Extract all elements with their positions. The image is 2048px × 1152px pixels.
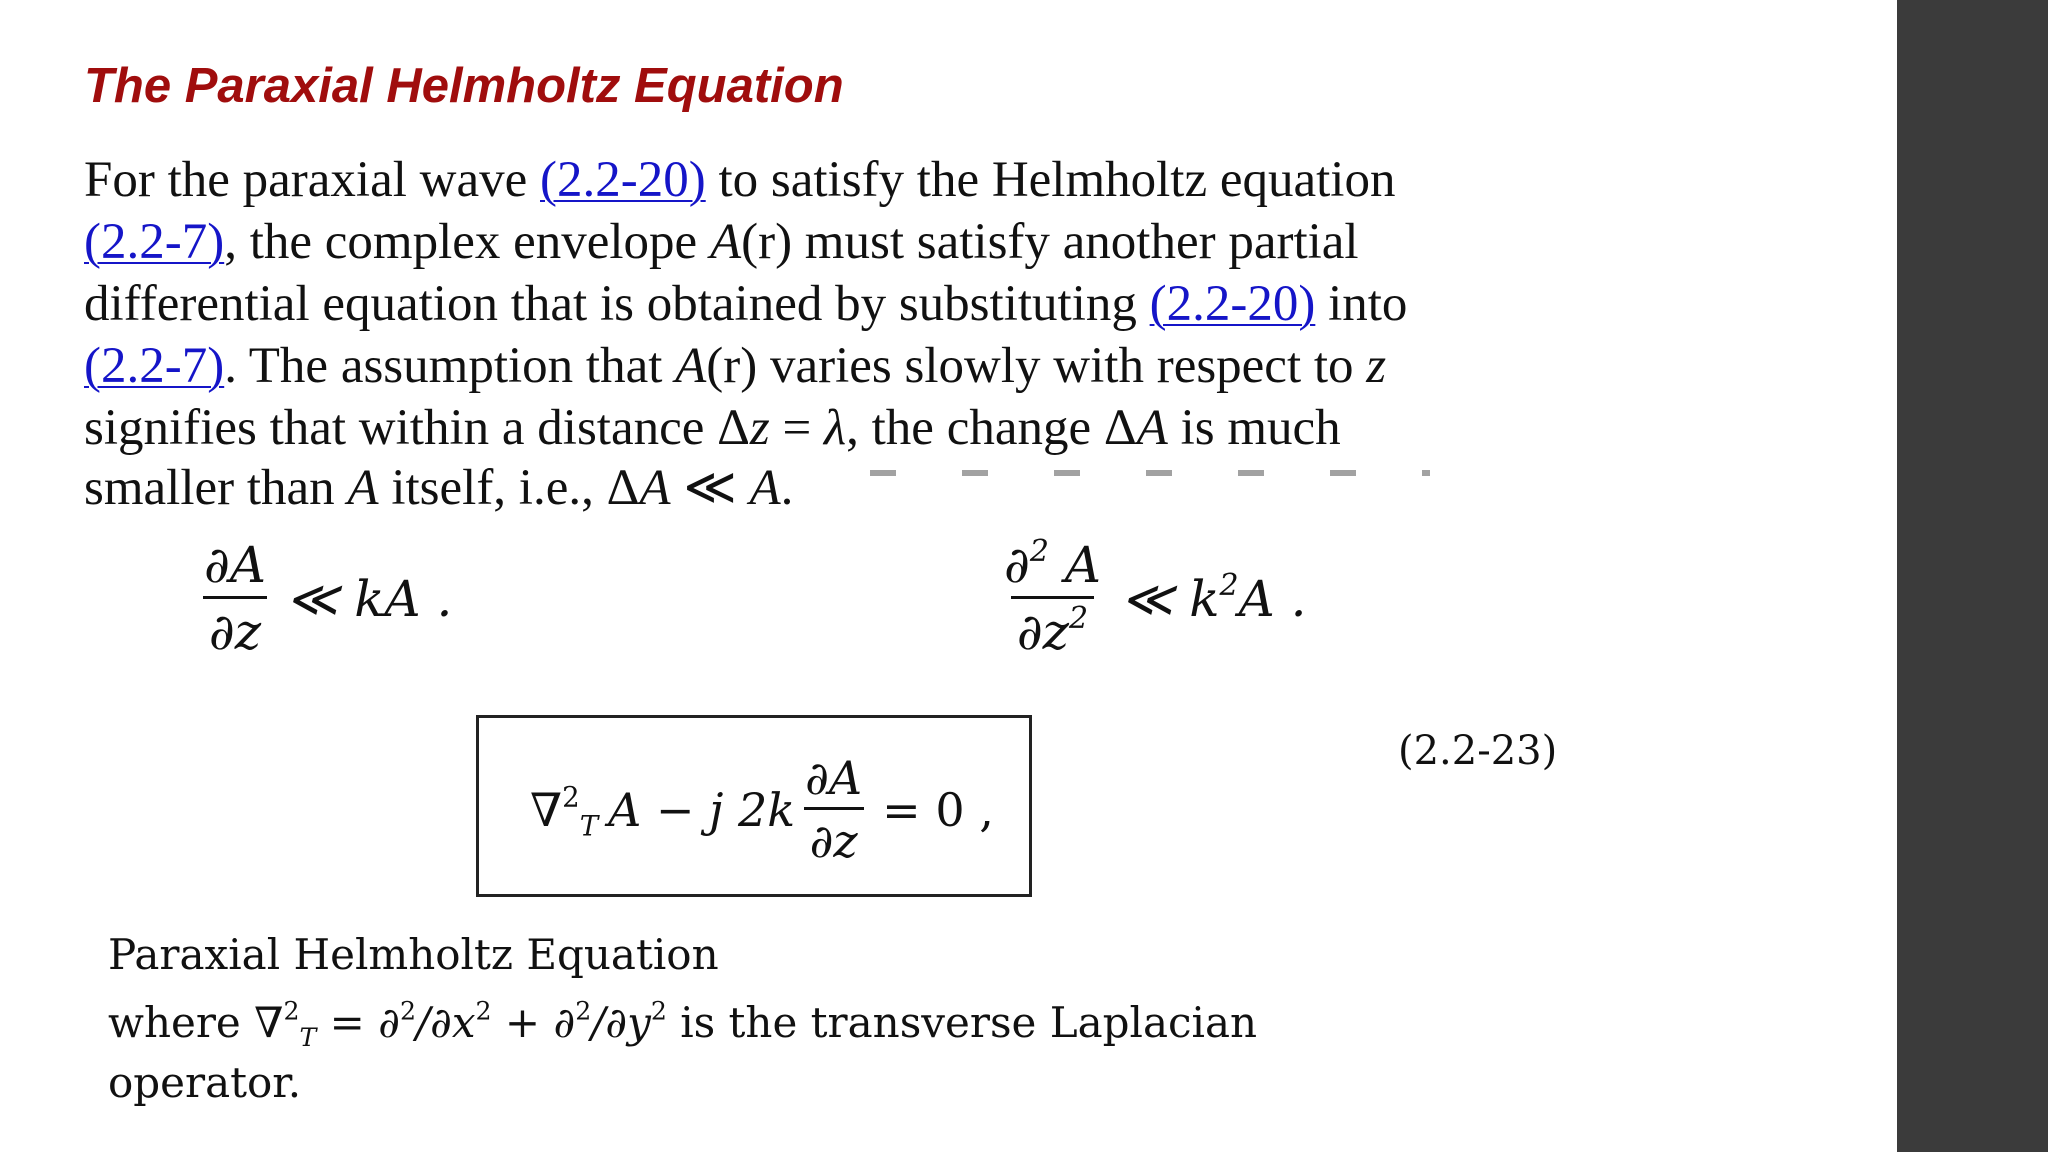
text: into (1315, 276, 1408, 332)
equation-rhs: = 0 , (882, 782, 994, 837)
equation-second-derivative-inequality (998, 534, 1307, 661)
where-line (108, 996, 1258, 1052)
superscript: 2 (1219, 567, 1239, 603)
equation-number: (2.2-23) (1398, 728, 1558, 774)
text: , the change Δ (846, 400, 1137, 456)
subscript: T (579, 809, 599, 843)
variable-a: A (347, 460, 379, 516)
fraction-numerator: ∂A (204, 536, 266, 594)
text: to satisfy the Helmholtz equation (705, 152, 1396, 208)
equation-first-derivative-inequality (198, 536, 453, 661)
superscript: 2 (650, 996, 667, 1026)
variable-a: A (709, 214, 742, 270)
fraction (198, 536, 272, 661)
text: /∂y (591, 998, 651, 1047)
text: = (769, 400, 825, 456)
fraction-denominator: ∂z (203, 596, 267, 657)
variable-a: A (639, 460, 671, 516)
text: is much (1167, 400, 1341, 456)
equation-rhs: ≪ kA . (285, 569, 453, 628)
variable-lambda: λ (824, 400, 847, 456)
variable-a: A (1048, 536, 1101, 594)
variable-z: z (1366, 338, 1387, 394)
superscript: 2 (1069, 601, 1089, 636)
equation-link-2-2-20[interactable]: (2.2-20) (540, 152, 706, 208)
nabla-symbol: ∇ (530, 782, 563, 837)
nabla-operator (530, 780, 599, 843)
superscript: 2 (399, 996, 416, 1026)
superscript: 2 (575, 996, 592, 1026)
text: . The assumption that (224, 338, 676, 394)
equation-lhs: A − j 2k (608, 782, 796, 837)
fraction-numerator: ∂A (805, 751, 863, 805)
paragraph-line-1 (84, 150, 1395, 210)
variable-a: A (675, 338, 707, 394)
text: For the paraxial wave (84, 152, 540, 208)
text: , the complex envelope (224, 214, 710, 270)
equation-caption: Paraxial Helmholtz Equation (108, 930, 719, 979)
superscript: 2 (475, 996, 492, 1026)
equation-link-2-2-20[interactable]: (2.2-20) (1149, 276, 1316, 332)
text: where ∇ (108, 998, 284, 1047)
variable-a: A (749, 460, 781, 516)
equation-rhs (1120, 567, 1307, 628)
equation-paraxial-helmholtz (530, 751, 994, 868)
subscript: T (299, 1022, 317, 1052)
viewer-sidebar (1897, 0, 2048, 1152)
variable-z: z (749, 400, 770, 456)
text: signifies that within a distance Δ (84, 400, 750, 456)
paragraph-line-6 (84, 458, 793, 518)
paragraph-line-5 (84, 398, 1341, 458)
fraction-denominator: ∂z (804, 807, 864, 864)
text: /∂x (415, 998, 476, 1047)
text: is the transverse Laplacian (666, 998, 1258, 1047)
text: + ∂ (491, 998, 576, 1047)
equation-link-2-2-7[interactable]: (2.2-7) (84, 338, 225, 394)
fraction (799, 751, 868, 868)
fraction-denominator (1011, 596, 1094, 661)
text: differential equation that is obtained by substituting (84, 276, 1150, 332)
text: (r) varies slowly with respect to (706, 338, 1367, 394)
superscript: 2 (562, 780, 580, 814)
where-line-2: operator. (108, 1058, 302, 1107)
fraction (998, 534, 1107, 661)
superscript: 2 (283, 996, 300, 1026)
partial-symbol: ∂ (1004, 536, 1030, 594)
paragraph-line-3 (84, 274, 1407, 334)
paragraph-line-4 (84, 336, 1386, 396)
text: (r) must satisfy another partial (741, 214, 1359, 270)
partial-z: ∂z (1016, 603, 1070, 661)
fraction-numerator (998, 534, 1107, 596)
superscript: 2 (1029, 534, 1049, 569)
text: ≪ k (1120, 569, 1220, 628)
variable-a: A (1136, 400, 1168, 456)
paragraph-line-2 (84, 212, 1359, 272)
text: = ∂ (316, 998, 400, 1047)
text: A . (1238, 569, 1307, 628)
equation-link-2-2-7[interactable]: (2.2-7) (84, 214, 225, 270)
text: ≪ (670, 460, 750, 516)
text: . (780, 460, 794, 516)
clipped-text-artifact (870, 470, 1430, 476)
slide-title: The Paraxial Helmholtz Equation (84, 59, 844, 113)
text: itself, i.e., Δ (378, 460, 640, 516)
text: smaller than (84, 460, 348, 516)
